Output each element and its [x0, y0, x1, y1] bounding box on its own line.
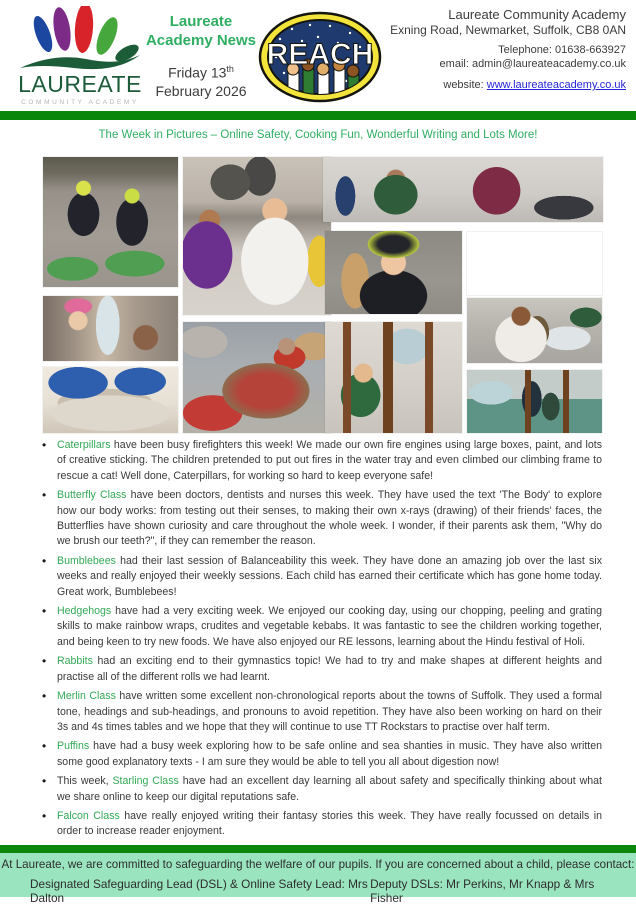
newsletter-date: Friday 13th February 2026: [155, 64, 247, 99]
photo-girl-with-helmet-and-bag: [325, 231, 462, 314]
footer-divider-bar: [0, 845, 636, 853]
svg-text:REACH: REACH: [266, 38, 374, 71]
photo-two-children-writing-at-desk: [323, 157, 603, 222]
news-bullet: • Rabbits had an exciting end to their gymnastics topic! We had to try and make shapes at different heights and practise all of the different rolls we had learnt.: [57, 654, 602, 685]
news-bullet: • This week, Starling Class have had an excellent day learning all about safety and specifically thinking about what we share online to keep our digital reputations safe.: [57, 774, 602, 805]
photo-painting-in-cardboard-box: [183, 322, 331, 433]
safeguarding-footer: [0, 853, 636, 905]
news-bullet: • Caterpillars have been busy firefighters this week! We made our own fire engines using large boxes, paint, and lots of creative sticking. The children pretended to put out fires in the water tray and even climbed our climbing frame to rescue a cat! Well done, Caterpillars, for working so hard to keep everyone safe!: [57, 438, 602, 484]
photo-girl-holding-clear-tube: [43, 296, 178, 361]
website-line: website: www.laureateacademy.co.uk: [443, 79, 626, 91]
laureate-logo: [16, 6, 144, 108]
email-line: email: admin@laureateacademy.co.uk: [439, 58, 626, 70]
safeguarding-statement: At Laureate, we are committed to safeguarding the welfare of our pupils. If you are concerned about a child, please contact:: [1, 858, 635, 871]
news-bullet: • Falcon Class have really enjoyed writing their fantasy stories this week. They have really focussed on details in order to increase reader enjoyment.: [57, 809, 602, 840]
photo-children-on-balance-bikes: [43, 157, 178, 287]
news-bullets: [40, 438, 602, 859]
svg-text:LAUREATE: LAUREATE: [18, 71, 142, 97]
photo-school-games-group: [43, 367, 178, 433]
photo-children-on-gym-wall-bars: [467, 370, 602, 433]
news-bullet: • Puffins have had a busy week exploring how to be safe online and sea shanties in music. They have also written some good explanatory texts - I am sure they would be able to tell you all about digestion now!: [57, 739, 602, 770]
reach-badge: [258, 11, 382, 104]
photo-boys-cooking-at-counter: [183, 157, 331, 315]
school-name: Laureate Community Academy: [448, 7, 626, 22]
svg-text:COMMUNITY ACADEMY: COMMUNITY ACADEMY: [21, 99, 139, 106]
header-divider-bar: [0, 111, 636, 120]
news-bullet: • Hedgehogs have had a very exciting week. We enjoyed our cooking day, using our chopping, peeling and grating skills to make rainbow wraps, crudites and vegetable kebabs. It was fantastic to see the children working together, and being keen to try new foods. We have also enjoyed our RE lessons, learning about the Hindu festival of Holi.: [57, 604, 602, 650]
news-bullet: • Bumblebees had their last session of Balanceability this week. They have done an amazing job over the last six weeks and really enjoyed their weekly sessions. Each child has earned their certificate which has gone home today. Great work, Bumblebees!: [57, 554, 602, 600]
newsletter-header: [0, 0, 636, 111]
photo-boy-grating-food: [467, 298, 602, 363]
week-in-pictures-heading: The Week in Pictures – Online Safety, Cooking Fun, Wonderful Writing and Lots More!: [98, 129, 538, 141]
news-bullet: • Butterfly Class have been doctors, dentists and nurses this week. They have used the text 'The Body' to explore how our body works: from testing out their senses, to making their own x-rays (drawing) of their friends' faces, the Butterflies have shown curiosity and care throughout the whole week. I wonder, if their parents ask them, "Why do we brush our teeth?", if they can remember the reason.: [57, 488, 602, 550]
telephone-line: Telephone: 01638-663927: [498, 44, 626, 56]
masthead: [142, 12, 260, 100]
photo-toddler-in-cardboard-fire-engine: [467, 232, 602, 295]
class-news-section: [40, 438, 602, 863]
safeguarding-contacts: [0, 877, 636, 905]
school-address: Exning Road, Newmarket, Suffolk, CB8 0AN: [390, 23, 626, 37]
photo-collage: [42, 156, 603, 434]
newsletter-title: Laureate Academy News: [145, 13, 257, 49]
photo-boy-on-climbing-frame: [325, 322, 462, 433]
news-bullet: • Merlin Class have written some excellent non-chronological reports about the towns of Suffolk. They used a formal tone, headings and sub-headings, and pronouns to avoid repetition. They have also been working on hard on their 3s and 4s times tables and we hope that they will continue to use TT Rockstars to practise over half term.: [57, 689, 602, 735]
dsl-contact: Designated Safeguarding Lead (DSL) & Online Safety Lead: Mrs Dalton: [30, 877, 368, 905]
contact-block: [366, 7, 626, 92]
deputy-dsl-contact: Deputy DSLs: Mr Perkins, Mr Knapp & Mrs Fisher: [370, 877, 595, 905]
website-link[interactable]: www.laureateacademy.co.uk: [486, 79, 626, 91]
